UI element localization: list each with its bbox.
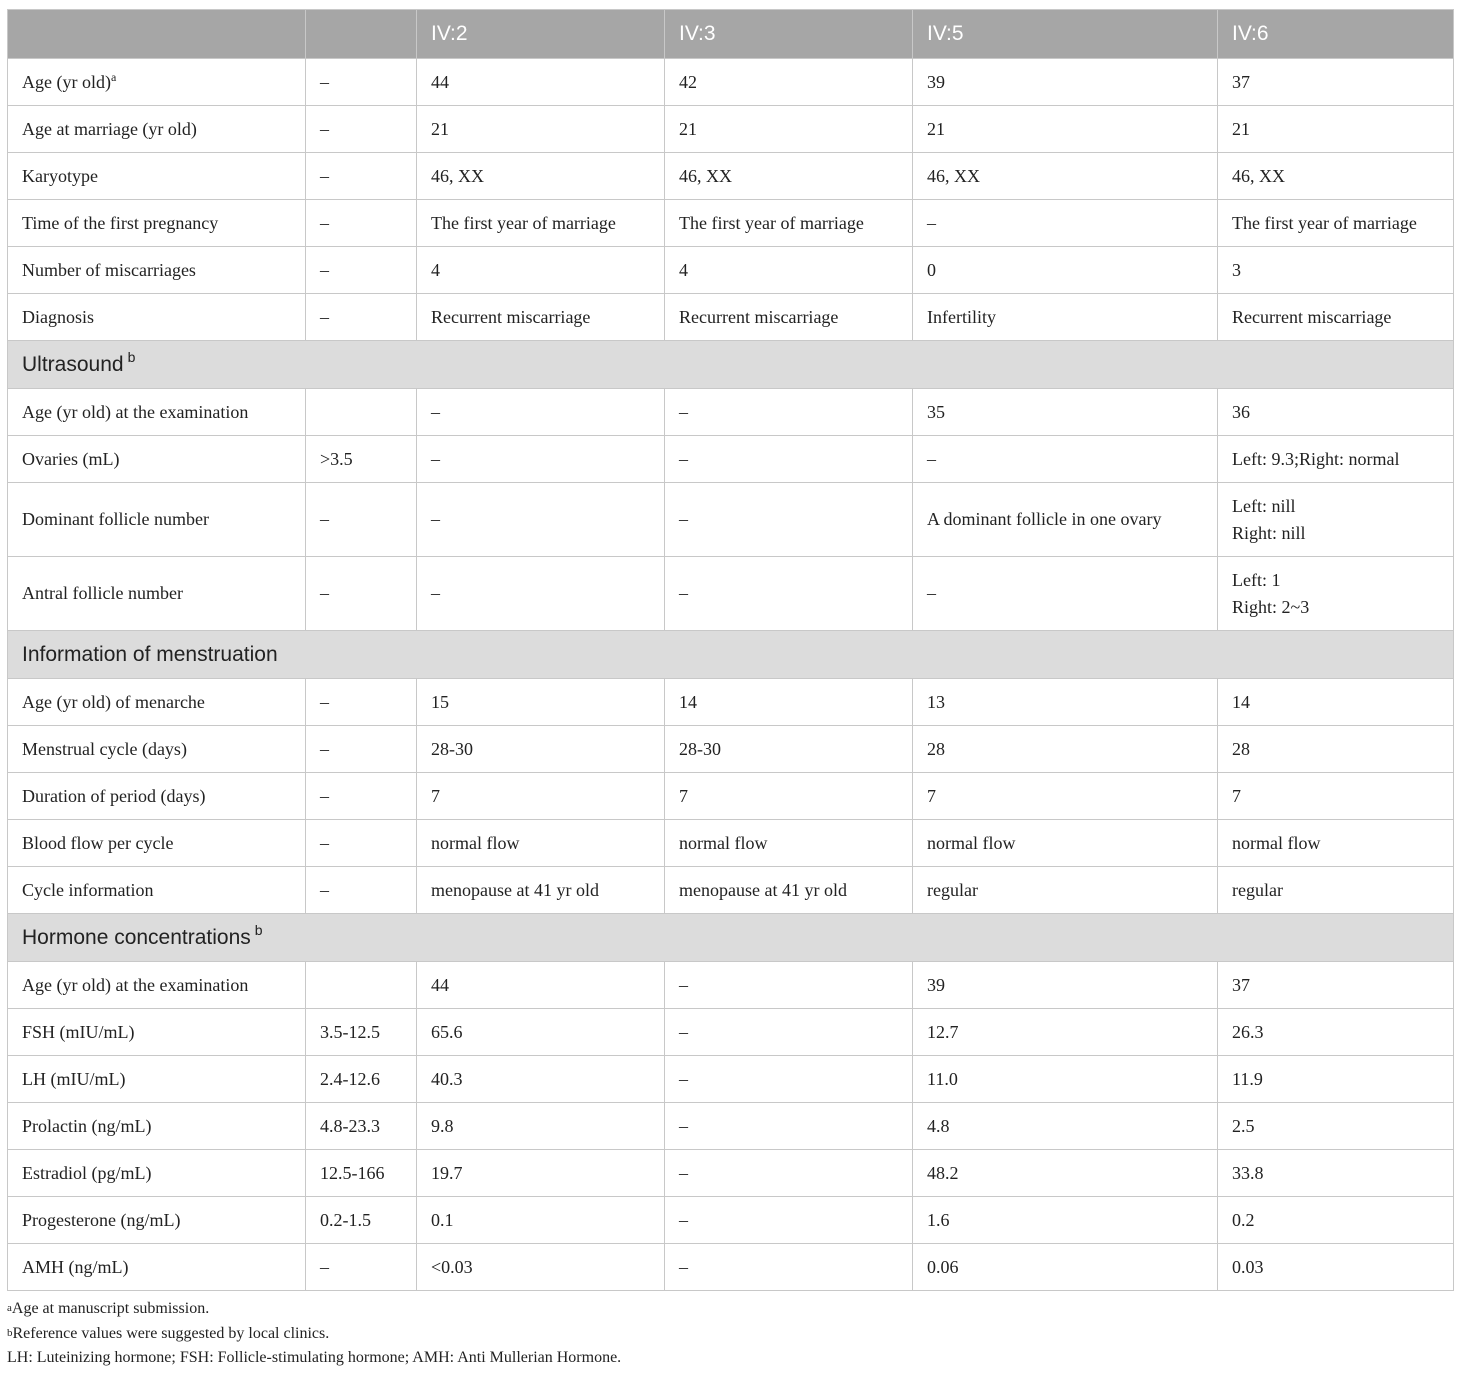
value-cell: 0.03 xyxy=(1218,1244,1454,1291)
value-cell: 42 xyxy=(665,59,913,106)
reference-cell: – xyxy=(306,773,417,820)
header-cell-reference xyxy=(306,10,417,59)
table-row xyxy=(8,153,1454,200)
value-cell: 7 xyxy=(913,773,1218,820)
section-row-hormone xyxy=(8,914,1454,962)
table-row xyxy=(8,1244,1454,1291)
table-row xyxy=(8,483,1454,557)
reference-cell: – xyxy=(306,153,417,200)
value-cell: 7 xyxy=(665,773,913,820)
value-cell: 9.8 xyxy=(417,1103,665,1150)
value-cell: 28-30 xyxy=(417,726,665,773)
footnote-marker: b xyxy=(254,921,263,938)
value-cell: normal flow xyxy=(417,820,665,867)
value-cell: 11.0 xyxy=(913,1056,1218,1103)
value-cell: Left: nill Right: nill xyxy=(1218,483,1454,557)
table-row xyxy=(8,389,1454,436)
reference-cell xyxy=(306,962,417,1009)
value-cell: normal flow xyxy=(913,820,1218,867)
value-cell: 48.2 xyxy=(913,1150,1218,1197)
value-cell: menopause at 41 yr old xyxy=(417,867,665,914)
row-label: Time of the first pregnancy xyxy=(8,200,306,247)
value-cell: – xyxy=(665,1197,913,1244)
value-cell: 1.6 xyxy=(913,1197,1218,1244)
value-cell: 15 xyxy=(417,679,665,726)
value-cell: – xyxy=(665,1103,913,1150)
reference-cell: – xyxy=(306,726,417,773)
value-cell: 7 xyxy=(1218,773,1454,820)
value-cell: 0 xyxy=(913,247,1218,294)
value-cell: 46, XX xyxy=(665,153,913,200)
footnote-marker: a xyxy=(110,69,117,84)
row-label: Age (yr old) at the examination xyxy=(8,962,306,1009)
value-cell: 37 xyxy=(1218,962,1454,1009)
value-cell: 44 xyxy=(417,962,665,1009)
table-footnotes xyxy=(7,1297,621,1371)
row-label: Age at marriage (yr old) xyxy=(8,106,306,153)
value-cell: 28 xyxy=(1218,726,1454,773)
value-cell: 13 xyxy=(913,679,1218,726)
table-row xyxy=(8,557,1454,631)
value-cell: 36 xyxy=(1218,389,1454,436)
value-cell: 39 xyxy=(913,962,1218,1009)
footnote-b: $^b$Reference values were suggested by local clinics. xyxy=(7,1324,330,1342)
value-cell: 26.3 xyxy=(1218,1009,1454,1056)
reference-cell: – xyxy=(306,59,417,106)
table-row xyxy=(8,59,1454,106)
value-cell: 0.2 xyxy=(1218,1197,1454,1244)
value-cell: regular xyxy=(913,867,1218,914)
value-cell: 4 xyxy=(417,247,665,294)
reference-cell: 12.5-166 xyxy=(306,1150,417,1197)
value-cell: 46, XX xyxy=(913,153,1218,200)
value-cell: 0.06 xyxy=(913,1244,1218,1291)
row-label: Cycle information xyxy=(8,867,306,914)
value-cell: Recurrent miscarriage xyxy=(417,294,665,341)
reference-cell: – xyxy=(306,820,417,867)
footnote-a: $^a$Age at manuscript submission. xyxy=(7,1300,210,1317)
row-label: Progesterone (ng/mL) xyxy=(8,1197,306,1244)
value-cell: Infertility xyxy=(913,294,1218,341)
table-row xyxy=(8,436,1454,483)
reference-cell: – xyxy=(306,679,417,726)
value-cell: A dominant follicle in one ovary xyxy=(913,483,1218,557)
row-label: LH (mIU/mL) xyxy=(8,1056,306,1103)
row-label: Menstrual cycle (days) xyxy=(8,726,306,773)
table-header-row xyxy=(8,10,1454,59)
value-cell: 19.7 xyxy=(417,1150,665,1197)
value-cell: 44 xyxy=(417,59,665,106)
value-cell: 2.5 xyxy=(1218,1103,1454,1150)
value-cell: 28 xyxy=(913,726,1218,773)
table-row xyxy=(8,867,1454,914)
header-cell-iv2: IV:2 xyxy=(417,10,665,59)
row-label: Number of miscarriages xyxy=(8,247,306,294)
reference-cell: – xyxy=(306,867,417,914)
value-cell: 37 xyxy=(1218,59,1454,106)
table-row xyxy=(8,294,1454,341)
value-cell: <0.03 xyxy=(417,1244,665,1291)
value-cell: – xyxy=(665,389,913,436)
footnote-abbreviations: LH: Luteinizing hormone; FSH: Follicle-stimulating hormone; AMH: Anti Mullerian Hormone. xyxy=(7,1349,622,1366)
reference-cell: 3.5-12.5 xyxy=(306,1009,417,1056)
reference-cell: – xyxy=(306,483,417,557)
value-cell: 4 xyxy=(665,247,913,294)
value-cell: – xyxy=(665,1150,913,1197)
reference-cell: >3.5 xyxy=(306,436,417,483)
reference-cell: – xyxy=(306,200,417,247)
value-cell: The first year of marriage xyxy=(1218,200,1454,247)
value-cell: regular xyxy=(1218,867,1454,914)
value-cell: 11.9 xyxy=(1218,1056,1454,1103)
table-row xyxy=(8,773,1454,820)
table-row xyxy=(8,106,1454,153)
table-row xyxy=(8,820,1454,867)
reference-cell: – xyxy=(306,294,417,341)
row-label: Age (yr old) at the examination xyxy=(8,389,306,436)
table-row xyxy=(8,679,1454,726)
value-cell: normal flow xyxy=(665,820,913,867)
reference-cell: 4.8-23.3 xyxy=(306,1103,417,1150)
footnote-marker: b xyxy=(127,348,136,365)
value-cell: – xyxy=(913,557,1218,631)
row-label: Dominant follicle number xyxy=(8,483,306,557)
table-row xyxy=(8,1103,1454,1150)
value-cell: 4.8 xyxy=(913,1103,1218,1150)
value-cell: The first year of marriage xyxy=(417,200,665,247)
value-cell: 33.8 xyxy=(1218,1150,1454,1197)
value-cell: 12.7 xyxy=(913,1009,1218,1056)
header-cell-iv3: IV:3 xyxy=(665,10,913,59)
value-cell: 3 xyxy=(1218,247,1454,294)
reference-cell: 2.4-12.6 xyxy=(306,1056,417,1103)
row-label: FSH (mIU/mL) xyxy=(8,1009,306,1056)
table-row xyxy=(8,1150,1454,1197)
header-cell-iv6: IV:6 xyxy=(1218,10,1454,59)
table-row xyxy=(8,1056,1454,1103)
table-row xyxy=(8,247,1454,294)
value-cell: 14 xyxy=(665,679,913,726)
value-cell: – xyxy=(417,389,665,436)
value-cell: – xyxy=(665,1244,913,1291)
value-cell: 14 xyxy=(1218,679,1454,726)
value-cell: Left: 9.3;Right: normal xyxy=(1218,436,1454,483)
reference-cell: – xyxy=(306,1244,417,1291)
header-cell-iv5: IV:5 xyxy=(913,10,1218,59)
value-cell: 28-30 xyxy=(665,726,913,773)
table-row xyxy=(8,962,1454,1009)
value-cell: 21 xyxy=(913,106,1218,153)
value-cell: 21 xyxy=(1218,106,1454,153)
value-cell: – xyxy=(417,483,665,557)
reference-cell: – xyxy=(306,106,417,153)
row-label: Diagnosis xyxy=(8,294,306,341)
row-label: Age (yr old)$^a$ xyxy=(8,59,306,106)
section-row-ultrasound xyxy=(8,341,1454,389)
reference-cell: – xyxy=(306,247,417,294)
value-cell: Recurrent miscarriage xyxy=(665,294,913,341)
row-label: Estradiol (pg/mL) xyxy=(8,1150,306,1197)
value-cell: – xyxy=(665,1009,913,1056)
row-label: Karyotype xyxy=(8,153,306,200)
section-row-menstruation xyxy=(8,631,1454,679)
value-cell: – xyxy=(913,200,1218,247)
value-cell: – xyxy=(665,436,913,483)
table-row xyxy=(8,1009,1454,1056)
table-row xyxy=(8,200,1454,247)
value-cell: 40.3 xyxy=(417,1056,665,1103)
reference-cell: 0.2-1.5 xyxy=(306,1197,417,1244)
row-label: Prolactin (ng/mL) xyxy=(8,1103,306,1150)
table-row xyxy=(8,726,1454,773)
value-cell: 21 xyxy=(665,106,913,153)
value-cell: – xyxy=(665,1056,913,1103)
row-label: Blood flow per cycle xyxy=(8,820,306,867)
value-cell: menopause at 41 yr old xyxy=(665,867,913,914)
reference-cell xyxy=(306,389,417,436)
reference-cell: – xyxy=(306,557,417,631)
section-title: Information of menstruation xyxy=(8,631,1454,679)
value-cell: 35 xyxy=(913,389,1218,436)
row-label: Antral follicle number xyxy=(8,557,306,631)
value-cell: – xyxy=(913,436,1218,483)
row-label: Ovaries (mL) xyxy=(8,436,306,483)
value-cell: normal flow xyxy=(1218,820,1454,867)
clinical-data-table xyxy=(7,9,1454,1291)
section-title: Hormone concentrations $^b$ xyxy=(8,914,1454,962)
value-cell: – xyxy=(665,483,913,557)
value-cell: 46, XX xyxy=(1218,153,1454,200)
value-cell: 39 xyxy=(913,59,1218,106)
section-title: Ultrasound $^b$ xyxy=(8,341,1454,389)
value-cell: – xyxy=(417,436,665,483)
value-cell: – xyxy=(417,557,665,631)
value-cell: 7 xyxy=(417,773,665,820)
value-cell: – xyxy=(665,557,913,631)
value-cell: – xyxy=(665,962,913,1009)
value-cell: The first year of marriage xyxy=(665,200,913,247)
value-cell: Left: 1 Right: 2~3 xyxy=(1218,557,1454,631)
value-cell: 0.1 xyxy=(417,1197,665,1244)
row-label: Age (yr old) of menarche xyxy=(8,679,306,726)
value-cell: 21 xyxy=(417,106,665,153)
value-cell: Recurrent miscarriage xyxy=(1218,294,1454,341)
value-cell: 65.6 xyxy=(417,1009,665,1056)
header-cell-label xyxy=(8,10,306,59)
table-row xyxy=(8,1197,1454,1244)
row-label: Duration of period (days) xyxy=(8,773,306,820)
row-label: AMH (ng/mL) xyxy=(8,1244,306,1291)
value-cell: 46, XX xyxy=(417,153,665,200)
